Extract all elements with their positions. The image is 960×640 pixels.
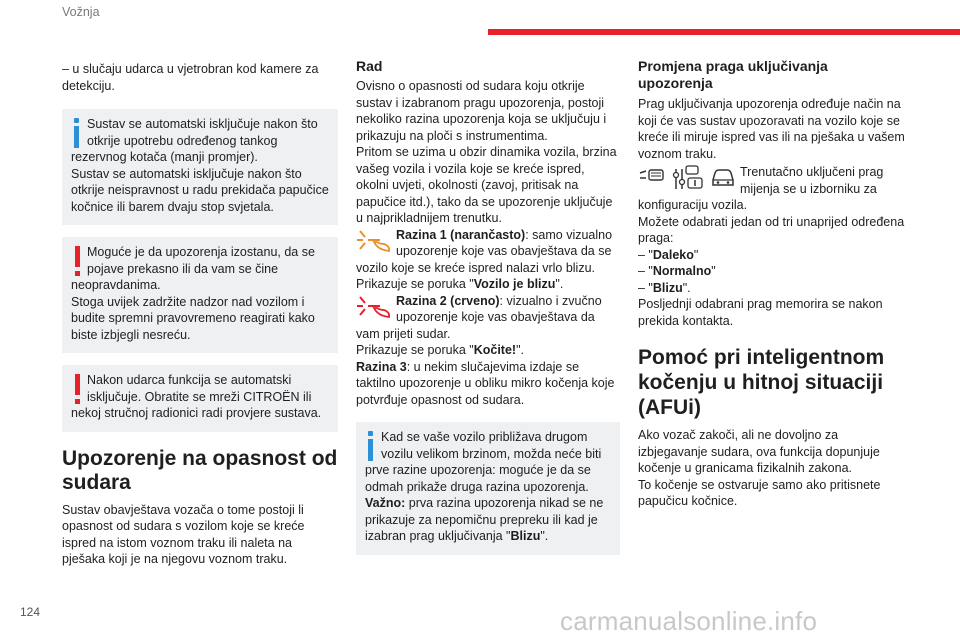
car-icon	[710, 165, 736, 189]
collision-warning-body: Sustav obavještava vozača o tome postoji li opasnost od sudara s vozilom koje se kreće ispred na istom voznom traku ili naleta na pješaka koji je na njegovu voznom traku.	[62, 502, 305, 566]
warning-icon	[71, 244, 87, 276]
level-2-text: Razina 2 (crveno): vizualno i zvučno upozorenje koje vas obavještava da vam prijeti sudar.	[356, 293, 602, 341]
column-2	[356, 58, 620, 555]
collision-alert-red-icon	[356, 294, 392, 322]
column-1	[62, 61, 338, 568]
level-2-message: Prikazuje se poruka "Kočite!".	[356, 343, 524, 357]
heading-afui: Pomoć pri inteligentnom kočenju u hitnoj situaciji (AFUi)	[638, 346, 885, 419]
warning-note-2-text: Nakon udarca funkcija se automatski isključuje. Obratite se mreži CITROËN ili nekoj stručnoj radionici radi provjere sustava.	[71, 373, 322, 420]
operation-p2: Pritom se uzima u obzir dinamika vozila, brzina vašeg vozila i vozila koje se kreće ispred, okolni uvjeti, okolnosti (zavoj, pritisak na papučice itd.), tako da se upozorenje uključuje u najprikladnijem trenutku.	[356, 145, 617, 225]
heading-collision-warning: Upozorenje na opasnost od sudara	[62, 446, 338, 494]
header-accent-bar	[488, 29, 960, 35]
level-1-text: Razina 1 (narančasto): samo vizualno upozorenje koje vas obavještava da se vozilo koje se kreće ispred nalazi vrlo blizu.	[356, 227, 613, 275]
level-3-text: Razina 3: u nekim slučajevima izdaje se taktilno upozorenje u obliku mikro kočenja koje potvrđuje opasnost od sudara.	[356, 359, 615, 407]
threshold-option: – "Daleko"	[638, 247, 699, 262]
threshold-option: – "Normalno"	[638, 264, 716, 278]
intro-text: – u slučaju udarca u vjetrobran kod kamere za detekciju.	[62, 62, 319, 93]
info-note-1-text-a: Sustav se automatski isključuje nakon što otkrije upotrebu određenog tankog rezervnog kotača (manji promjer).	[71, 117, 318, 164]
level-1-message: Prikazuje se poruka "Vozilo je blizu".	[356, 277, 564, 291]
afui-p1: Ako vozač zakoči, ali ne dovoljno za izbjegavanje sudara, ova funkcija dopunjuje kočenje u granicama fizikalnih zakona.	[638, 428, 880, 475]
info-note-1-text-b: Sustav se automatski isključuje nakon što otkrije neispravnost u radu prekidača papučice kočnice ili barem dvaju stop svjetala.	[71, 166, 329, 214]
heading-threshold-change: Promjena praga uključivanja upozorenja	[638, 58, 828, 91]
level-1-block	[356, 227, 620, 293]
info-note-important: Važno: prva razina upozorenja nikad se ne prikazuje za nepomičnu prepreku ili kad je izabran prag uključivanja "Blizu".	[365, 496, 604, 543]
threshold-p3: Posljednji odabrani prag memorira se nakon prekida kontakta.	[638, 297, 883, 328]
collision-alert-orange-icon	[356, 228, 392, 256]
afui-p2: To kočenje se ostvaruje samo ako pritisnete papučicu kočnice.	[638, 477, 881, 508]
threshold-menu-text: Trenutačno uključeni prag mijenja se u izborniku za konfiguraciju vozila.	[638, 165, 884, 212]
threshold-option: – "Blizu".	[638, 280, 691, 295]
level-2-block	[356, 293, 620, 359]
adjust-settings-icon	[672, 165, 706, 191]
warning-note-1	[62, 237, 338, 353]
warning-note-1-text-b: Stoga uvijek zadržite nadzor nad vozilom i budite spremni pravovremeno reagirati kako biste izbjegli nesreću.	[71, 294, 315, 342]
threshold-icons-block	[638, 164, 906, 214]
operation-p1: Ovisno o opasnosti od sudara koju otkrije sustav i izabranom pragu upozorenja, postoji nekoliko razina upozorenja koja se uključuju i prikazuju na ploči s instrumentima.	[356, 79, 607, 143]
heading-operation: Rad	[356, 58, 383, 74]
info-note-speed-text: Kad se vaše vozilo približava drugom vozilu velikom brzinom, možda neće biti prve razine upozorenja: moguće je da se odmah prikaže druga razina upozorenja.	[365, 430, 602, 494]
warning-note-2	[62, 365, 338, 432]
section-title: Vožnja	[62, 5, 100, 19]
threshold-p2: Možete odabrati jedan od tri unaprijed određena praga:	[638, 214, 905, 245]
watermark: carmanualsonline.info	[560, 606, 818, 636]
info-icon	[365, 429, 381, 461]
threshold-options	[638, 247, 906, 297]
warning-note-1-text-a: Moguće je da upozorenja izostanu, da se pojave prekasno ili da vam se čine neopravdanima.	[71, 245, 315, 292]
info-icon	[71, 116, 87, 148]
warning-icon	[71, 372, 87, 404]
info-note-speed	[356, 422, 620, 555]
vehicle-settings-icon	[638, 165, 668, 189]
page-number: 124	[20, 605, 41, 619]
threshold-p1: Prag uključivanja upozorenja određuje način na koji će vas sustav upozoravati na vozilo koje se kreće ili miruje ispred vas ili na pješaka u vašem voznom traku.	[638, 97, 905, 161]
column-3	[638, 58, 906, 510]
info-note-1	[62, 109, 338, 225]
